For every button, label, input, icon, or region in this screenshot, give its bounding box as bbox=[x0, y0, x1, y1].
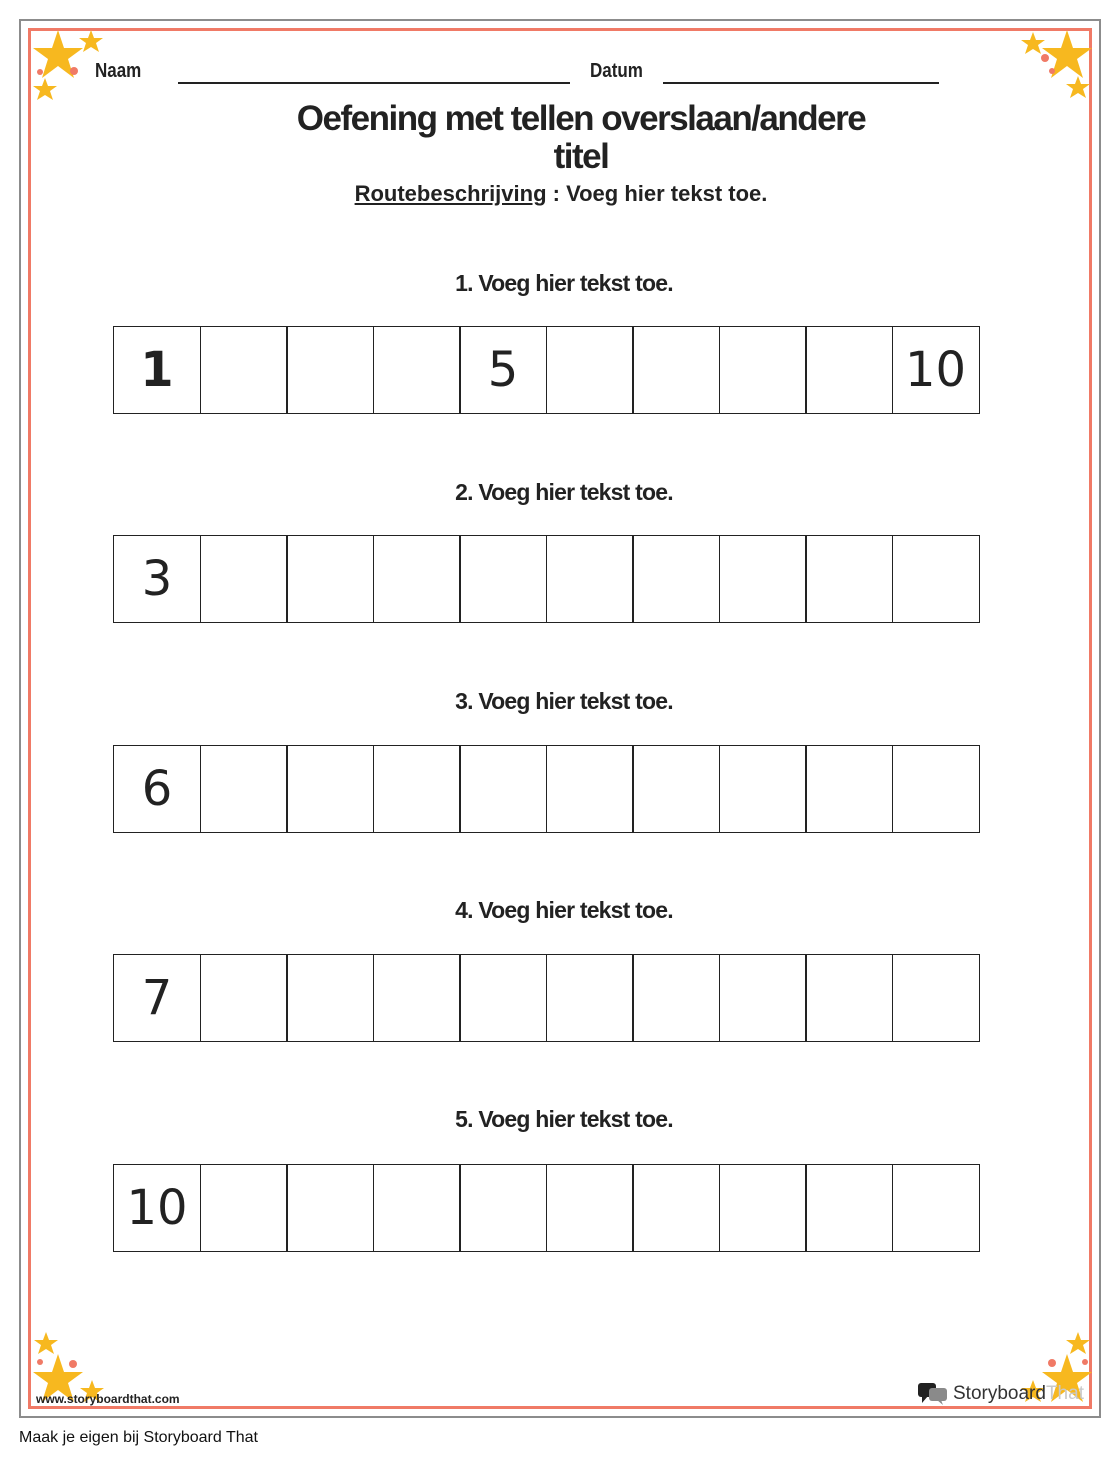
number-cell[interactable] bbox=[805, 1164, 893, 1252]
number-cell[interactable] bbox=[719, 745, 807, 833]
number-cell[interactable] bbox=[373, 745, 461, 833]
number-cell[interactable] bbox=[892, 745, 980, 833]
number-cell[interactable] bbox=[459, 535, 547, 623]
number-cell[interactable] bbox=[892, 1164, 980, 1252]
number-cell[interactable] bbox=[805, 326, 893, 414]
number-cell[interactable] bbox=[200, 326, 288, 414]
directions-separator: : bbox=[546, 181, 567, 206]
number-cell[interactable] bbox=[632, 535, 720, 623]
number-row-3 bbox=[113, 745, 993, 833]
directions-label: Routebeschrijving bbox=[354, 181, 547, 206]
number-cell: 10 bbox=[113, 1164, 201, 1252]
number-cell[interactable] bbox=[200, 535, 288, 623]
number-cell[interactable] bbox=[632, 326, 720, 414]
number-cell: 5 bbox=[459, 326, 547, 414]
star-decoration-top-right bbox=[1005, 28, 1095, 118]
number-cell[interactable] bbox=[373, 535, 461, 623]
number-cell[interactable] bbox=[546, 954, 634, 1042]
page-caption: Maak je eigen bij Storyboard That bbox=[19, 1429, 258, 1446]
number-cell[interactable] bbox=[286, 1164, 374, 1252]
directions bbox=[271, 181, 851, 207]
number-row-1 bbox=[113, 326, 993, 414]
number-cell[interactable] bbox=[286, 535, 374, 623]
number-cell[interactable] bbox=[200, 1164, 288, 1252]
brand-name-light: That bbox=[1045, 1383, 1084, 1404]
number-cell[interactable] bbox=[459, 1164, 547, 1252]
number-cell[interactable] bbox=[632, 954, 720, 1042]
number-cell[interactable] bbox=[286, 745, 374, 833]
number-cell[interactable] bbox=[373, 326, 461, 414]
number-cell: 6 bbox=[113, 745, 201, 833]
number-cell[interactable] bbox=[373, 1164, 461, 1252]
footer-url: www.storyboardthat.com bbox=[36, 1392, 180, 1406]
date-field-line[interactable] bbox=[663, 82, 939, 84]
number-cell[interactable] bbox=[632, 745, 720, 833]
number-cell[interactable] bbox=[286, 326, 374, 414]
number-cell[interactable] bbox=[719, 535, 807, 623]
number-cell[interactable] bbox=[546, 745, 634, 833]
name-label: Naam bbox=[95, 60, 142, 82]
question-label-3: 3. Voeg hier tekst toe. bbox=[455, 688, 673, 714]
number-cell[interactable] bbox=[546, 1164, 634, 1252]
number-cell[interactable] bbox=[805, 954, 893, 1042]
brand-name-dark: Storyboard bbox=[953, 1383, 1046, 1404]
question-label-4: 4. Voeg hier tekst toe. bbox=[455, 897, 673, 923]
number-cell[interactable] bbox=[200, 954, 288, 1042]
number-cell[interactable] bbox=[459, 745, 547, 833]
number-row-2 bbox=[113, 535, 993, 623]
number-cell[interactable] bbox=[719, 954, 807, 1042]
speech-bubble-icon bbox=[917, 1382, 949, 1406]
question-label-1: 1. Voeg hier tekst toe. bbox=[455, 270, 673, 296]
number-row-5 bbox=[113, 1164, 993, 1252]
star-decoration-bottom-left bbox=[30, 1330, 120, 1420]
directions-text: Voeg hier tekst toe. bbox=[566, 181, 768, 206]
number-cell: 1 bbox=[113, 326, 201, 414]
number-cell[interactable] bbox=[373, 954, 461, 1042]
number-cell: 10 bbox=[892, 326, 980, 414]
question-label-2: 2. Voeg hier tekst toe. bbox=[455, 479, 673, 505]
storyboardthat-logo bbox=[917, 1382, 1084, 1406]
number-cell[interactable] bbox=[286, 954, 374, 1042]
number-cell[interactable] bbox=[719, 326, 807, 414]
number-cell[interactable] bbox=[892, 954, 980, 1042]
number-cell[interactable] bbox=[805, 745, 893, 833]
date-label: Datum bbox=[590, 60, 643, 82]
number-cell[interactable] bbox=[200, 745, 288, 833]
name-field-line[interactable] bbox=[178, 82, 570, 84]
number-row-4 bbox=[113, 954, 993, 1042]
number-cell[interactable] bbox=[546, 326, 634, 414]
number-cell[interactable] bbox=[546, 535, 634, 623]
question-label-5: 5. Voeg hier tekst toe. bbox=[455, 1106, 673, 1132]
number-cell[interactable] bbox=[459, 954, 547, 1042]
number-cell[interactable] bbox=[892, 535, 980, 623]
number-cell: 3 bbox=[113, 535, 201, 623]
number-cell[interactable] bbox=[632, 1164, 720, 1252]
star-decoration-bottom-right bbox=[1005, 1330, 1095, 1420]
number-cell[interactable] bbox=[805, 535, 893, 623]
number-cell[interactable] bbox=[719, 1164, 807, 1252]
number-cell: 7 bbox=[113, 954, 201, 1042]
page-title: Oefening met tellen overslaan/andere titel bbox=[296, 99, 866, 176]
